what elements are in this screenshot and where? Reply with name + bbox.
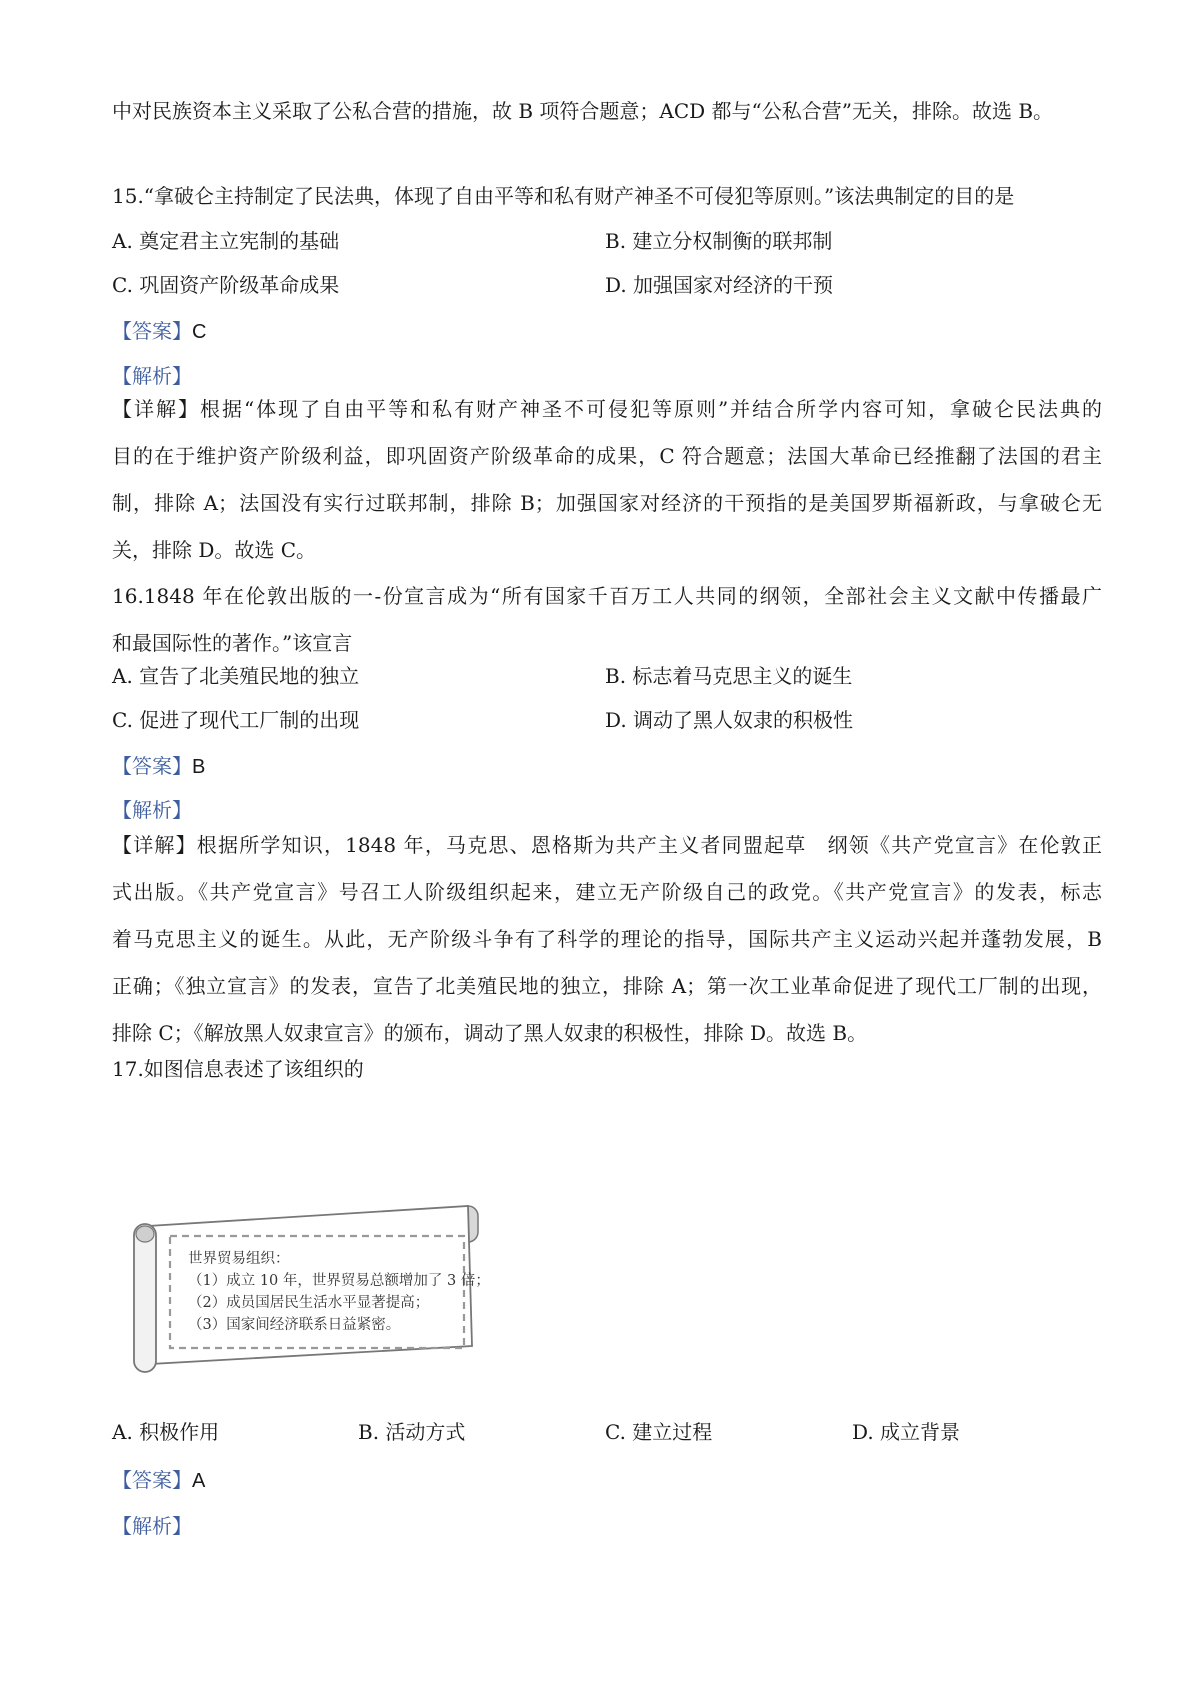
q16-option-a: A. 宣告了北美殖民地的独立 — [112, 664, 360, 688]
q15-analysis-label: 【解析】 — [112, 364, 192, 388]
q17-option-c: C. 建立过程 — [605, 1420, 713, 1444]
q16-analysis-label: 【解析】 — [112, 798, 192, 822]
q16-detail-line: 式出版。《共产党宣言》号召工人阶级组织起来，建立无产阶级自己的政党。《共产党宣言》的发表，标志 — [112, 880, 1102, 904]
q15-detail-line: 制，排除 A；法国没有实行过联邦制，排除 B；加强国家对经济的干预指的是美国罗斯福新政，与拿破仑无 — [112, 491, 1102, 515]
q15-option-c: C. 巩固资产阶级革命成果 — [112, 273, 340, 297]
q15-option-a: A. 奠定君主立宪制的基础 — [112, 229, 340, 253]
scroll-title: 世界贸易组织： — [188, 1251, 290, 1267]
q16-answer — [112, 752, 205, 781]
q17-option-b: B. 活动方式 — [358, 1420, 466, 1444]
q17-option-a: A. 积极作用 — [112, 1420, 220, 1444]
q16-option-b: B. 标志着马克思主义的诞生 — [605, 664, 853, 688]
q16-detail — [112, 822, 1102, 1057]
q16-answer-label: 【答案】 — [112, 754, 192, 778]
q15-answer — [112, 317, 206, 346]
q15-detail-line: 【详解】根据“体现了自由平等和私有财产神圣不可侵犯等原则”并结合所学内容可知，拿破仑民法典的 — [112, 397, 1102, 421]
q16-answer-value: B — [192, 756, 206, 778]
q16-detail-line: 正确；《独立宣言》的发表，宣告了北美殖民地的独立，排除 A；第一次工业革命促进了现代工厂制的出现， — [112, 974, 1102, 998]
q15-detail-line: 目的在于维护资产阶级利益，即巩固资产阶级革命的成果，C 符合题意；法国大革命已经推翻了法国的君主 — [112, 444, 1102, 468]
scroll-illustration — [130, 1198, 530, 1388]
scroll-text — [188, 1248, 490, 1336]
previous-answer-tail: 中对民族资本主义采取了公私合营的措施，故 B 项符合题意；ACD 都与“公私合营”无关，排除。故选 B。 — [112, 99, 1054, 123]
q15-stem: 15.“拿破仑主持制定了民法典，体现了自由平等和私有财产神圣不可侵犯等原则。”该法典制定的目的是 — [112, 184, 1015, 208]
scroll-item: （3）国家间经济联系日益紧密。 — [188, 1317, 401, 1333]
q17-analysis-label: 【解析】 — [112, 1514, 192, 1538]
q15-option-b: B. 建立分权制衡的联邦制 — [605, 229, 833, 253]
scroll-item: （2）成员国居民生活水平显著提高； — [188, 1295, 430, 1311]
q16-detail-line: 着马克思主义的诞生。从此，无产阶级斗争有了科学的理论的指导，国际共产主义运动兴起并蓬勃发展，B — [112, 927, 1102, 951]
q15-detail — [112, 386, 1102, 574]
q15-detail-line: 关，排除 D。故选 C。 — [112, 538, 317, 562]
q17-stem: 17.如图信息表述了该组织的 — [112, 1057, 364, 1081]
q15-option-d: D. 加强国家对经济的干预 — [605, 273, 834, 297]
q16-detail-line: 排除 C；《解放黑人奴隶宣言》的颁布，调动了黑人奴隶的积极性，排除 D。故选 B。 — [112, 1021, 868, 1045]
q17-answer-value: A — [192, 1470, 206, 1492]
q17-answer — [112, 1466, 205, 1495]
q16-detail-line: 【详解】根据所学知识，1848 年，马克思、恩格斯为共产主义者同盟起草 纲领《共产党宣言》在伦敦正 — [112, 833, 1102, 857]
q16-option-d: D. 调动了黑人奴隶的积极性 — [605, 708, 854, 732]
q16-stem-line: 16.1848 年在伦敦出版的一-份宣言成为“所有国家千百万工人共同的纲领，全部社会主义文献中传播最广 — [112, 584, 1102, 608]
q15-answer-value: C — [192, 321, 207, 343]
q16-stem-line: 和最国际性的著作。”该宣言 — [112, 631, 353, 655]
scroll-item: （1）成立 10 年，世界贸易总额增加了 3 倍； — [188, 1273, 490, 1289]
q17-answer-label: 【答案】 — [112, 1468, 192, 1492]
q16-stem — [112, 573, 1102, 667]
q17-option-d: D. 成立背景 — [852, 1420, 961, 1444]
q16-option-c: C. 促进了现代工厂制的出现 — [112, 708, 360, 732]
q15-answer-label: 【答案】 — [112, 319, 192, 343]
